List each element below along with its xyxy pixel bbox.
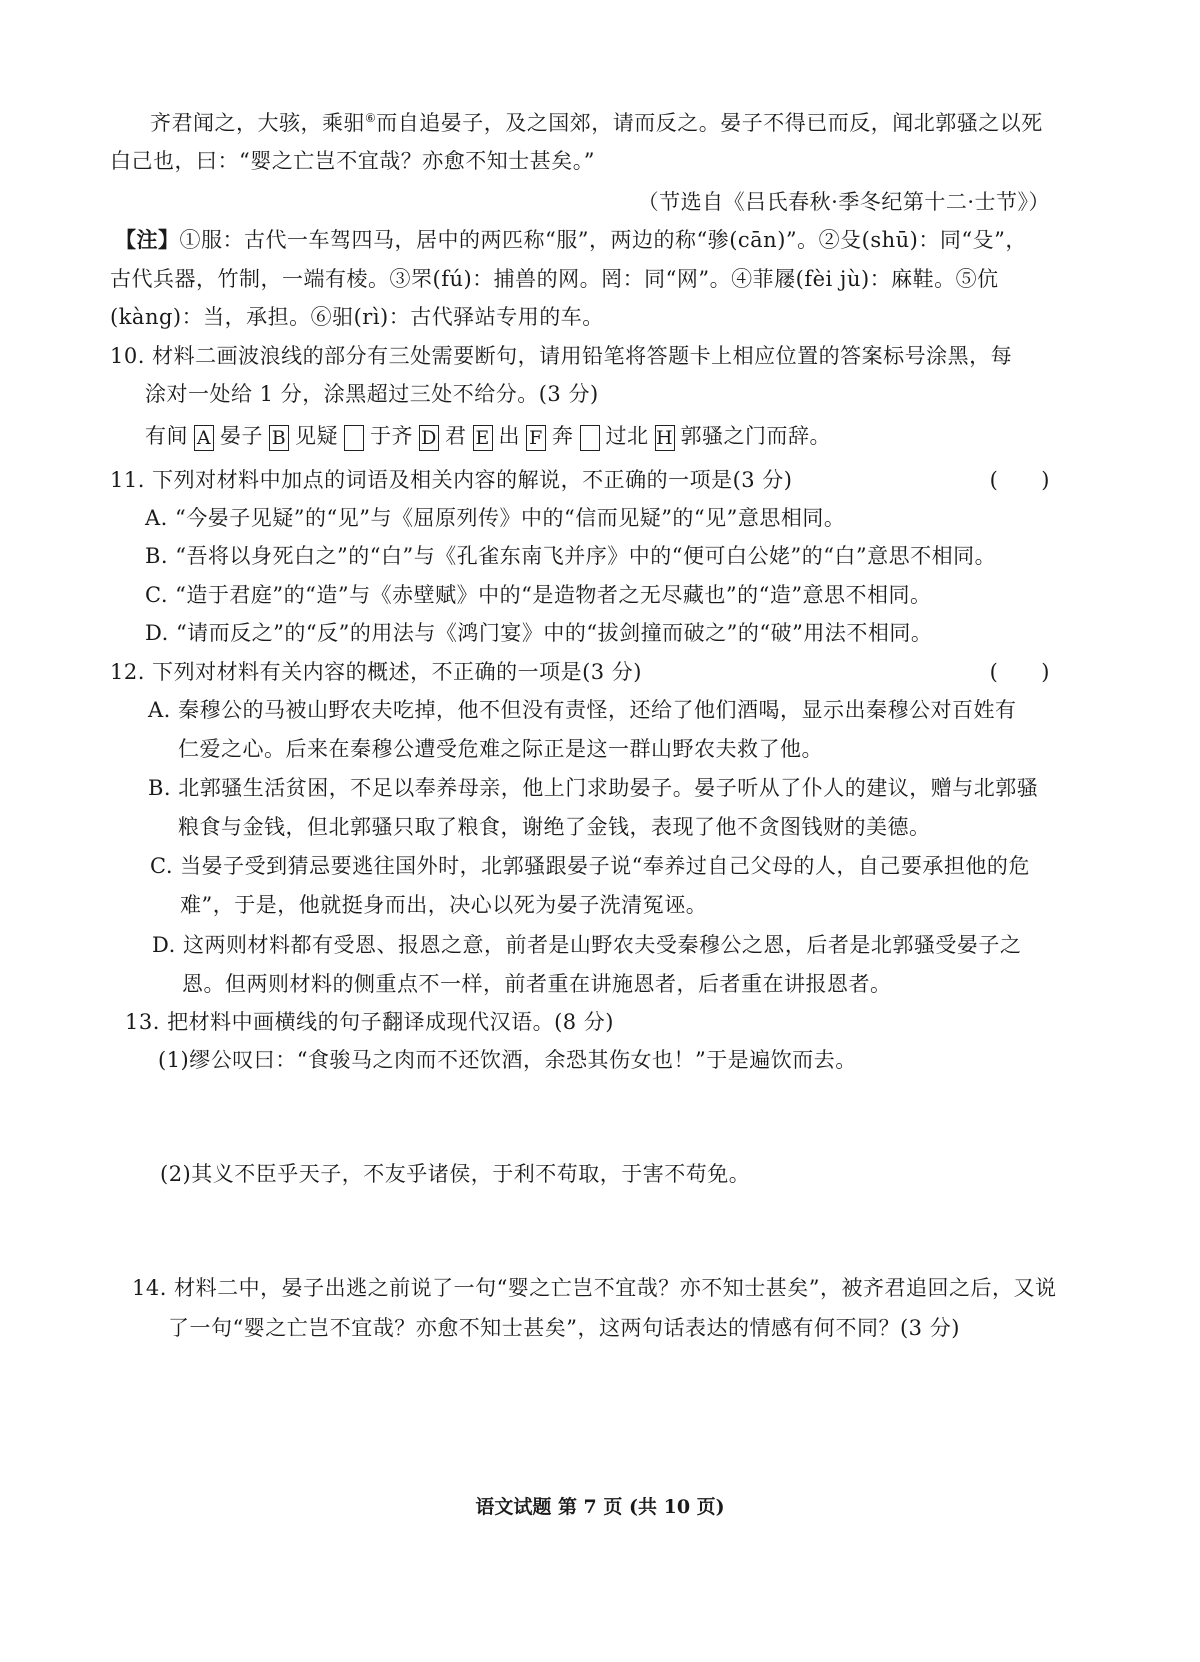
q12-answer-paren[interactable]: ( ) [989,660,1050,684]
q12-option-c-cont: 难”，于是，他就挺身而出，决心以死为晏子洗清冤诬。 [180,893,708,917]
q11-option-c: C. “造于君庭”的“造”与《赤壁赋》中的“是造物者之无尽藏也”的“造”意思不相同。 [145,583,932,607]
notes-label: 【注】 [115,227,180,252]
q12-stem: 12. 下列对材料有关内容的概述，不正确的一项是(3 分) [110,660,642,684]
segment: 过北 [605,424,649,448]
q11-option-b: B. “吾将以身死白之”的“白”与《孔雀东南飞并序》中的“便可白公姥”的“白”意思不相同。 [145,544,997,568]
q11-stem: 11. 下列对材料中加点的词语及相关内容的解说，不正确的一项是(3 分) [110,468,793,492]
break-box[interactable]: B [269,425,289,451]
break-box[interactable]: E [473,425,493,451]
q10-stem-2: 涂对一处给 1 分，涂黑超过三处不给分。(3 分) [145,382,599,406]
q13-sentence-1: (1)缪公叹曰：“食骏马之肉而不还饮酒，余恐其伤女也！”于是遍饮而去。 [158,1048,857,1072]
passage-text: 而自追晏子，及之国郊，请而反之。晏子不得已而反，闻北郭骚之以死 [376,111,1043,135]
q11-answer-paren[interactable]: ( ) [989,468,1050,492]
passage-source: （节选自《吕氏春秋·季冬纪第十二·士节》） [637,190,1050,214]
segment: 晏子 [220,424,263,448]
q12-option-c: C. 当晏子受到猜忌要逃往国外时，北郭骚跟晏子说“奉养过自己父母的人，自己要承担他的危 [150,854,1030,878]
q12-option-a: A. 秦穆公的马被山野农夫吃掉，他不但没有责怪，还给了他们酒喝，显示出秦穆公对百姓有 [148,698,1017,722]
notes-line-2: 古代兵器，竹制，一端有棱。③罘(fú)：捕兽的网。罔：同“网”。④菲屦(fèi jù)：麻鞋。⑤伉 [110,267,999,291]
q14-stem: 14. 材料二中，晏子出逃之前说了一句“婴之亡岂不宜哉？亦不知士甚矣”，被齐君追回之后，又说 [132,1276,1057,1300]
segment: 于齐 [370,424,413,448]
q12-option-b-cont: 粮食与金钱，但北郭骚只取了粮食，谢绝了金钱，表现了他不贪图钱财的美德。 [178,815,931,839]
break-box[interactable]: A [194,425,214,451]
break-box[interactable]: F [526,425,546,451]
segment: 有间 [145,424,188,448]
q12-option-b: B. 北郭骚生活贫困，不足以奉养母亲，他上门求助晏子。晏子听从了仆人的建议，赠与北郭骚 [148,776,1039,800]
notes-line-3: (kàng)：当，承担。⑥驲(rì)：古代驿站专用的车。 [110,305,604,329]
passage-text: 齐君闻之，大骇，乘驲 [150,111,365,135]
footnote-marker: ⑥ [365,111,377,125]
break-box[interactable]: D [419,425,439,451]
page-footer: 语文试题 第 7 页 (共 10 页) [475,1496,725,1518]
q10-stem: 10. 材料二画波浪线的部分有三处需要断句，请用铅笔将答题卡上相应位置的答案标号涂黑，每 [110,344,1013,368]
q11-option-d: D. “请而反之”的“反”的用法与《鸿门宴》中的“拔剑撞而破之”的“破”用法不相同。 [145,621,933,645]
passage-line-2: 白己也，曰：“婴之亡岂不宜哉？亦愈不知士甚矣。” [110,149,595,173]
q10-sentence [145,420,831,451]
q13-sentence-2: (2)其义不臣乎天子，不友乎诸侯，于利不苟取，于害不苟免。 [160,1162,751,1186]
segment: 郭骚之门而辞。 [680,424,831,448]
q12-option-d-cont: 恩。但两则材料的侧重点不一样，前者重在讲施恩者，后者重在讲报恩者。 [182,972,892,996]
q14-stem-2: 了一句“婴之亡岂不宜哉？亦愈不知士甚矣”，这两句话表达的情感有何不同？(3 分) [168,1316,960,1340]
segment: 君 [445,424,467,448]
q11-option-a: A. “今晏子见疑”的“见”与《屈原列传》中的“信而见疑”的“见”意思相同。 [145,506,846,530]
segment: 见疑 [295,424,338,448]
break-box[interactable] [344,425,364,451]
notes-line-1 [115,224,1027,254]
q13-stem: 13. 把材料中画横线的句子翻译成现代汉语。(8 分) [125,1010,614,1034]
segment: 奔 [552,424,574,448]
q12-option-a-cont: 仁爱之心。后来在秦穆公遭受危难之际正是这一群山野农夫救了他。 [178,737,823,761]
break-box[interactable]: H [655,426,674,449]
break-box[interactable] [580,425,600,451]
q12-option-d: D. 这两则材料都有受恩、报恩之意，前者是山野农夫受秦穆公之恩，后者是北郭骚受晏子之 [152,933,1022,957]
passage-line-1 [150,107,1043,137]
notes-text: ①服：古代一车驾四马，居中的两匹称“服”，两边的称“骖(cān)”。②殳(shū)：同“殳”， [179,228,1027,252]
segment: 出 [498,424,520,448]
